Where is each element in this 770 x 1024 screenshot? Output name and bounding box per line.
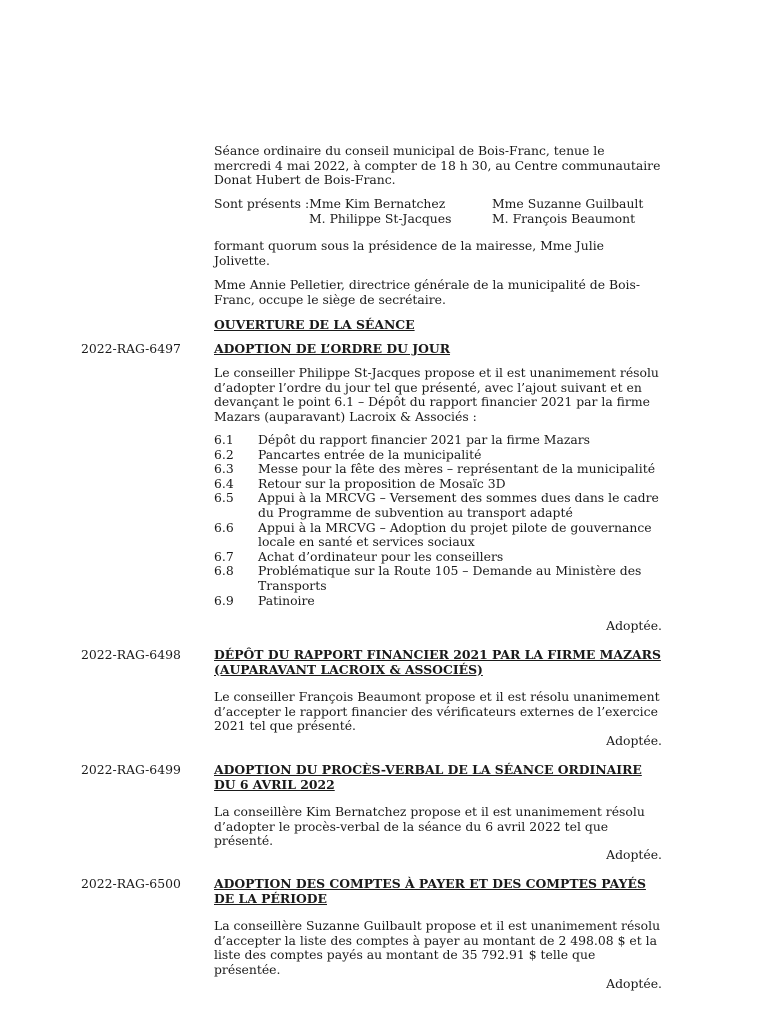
member-name: Mme Suzanne Guilbault bbox=[492, 196, 644, 211]
list-item bbox=[214, 491, 662, 520]
adopted-label: Adoptée. bbox=[606, 976, 662, 991]
resolution-body: La conseillère Kim Bernatchez propose et il est unanimement résolu d’adopter le procès-verbal de la séance du 6 avril 2022 tel que présenté. bbox=[214, 804, 645, 849]
item-number: 6.7 bbox=[214, 548, 234, 564]
item-text: Achat d’ordinateur pour les conseillers bbox=[258, 548, 504, 564]
item-number: 6.4 bbox=[214, 475, 234, 491]
item-text: Patinoire bbox=[258, 592, 315, 608]
list-item bbox=[214, 448, 662, 463]
resolution-number: 2022-RAG-6500 bbox=[81, 876, 181, 891]
list-item bbox=[214, 521, 662, 550]
resolution-title: ADOPTION DES COMPTES À PAYER ET DES COMPTES PAYÉS DE LA PÉRIODE bbox=[214, 876, 646, 906]
adopted-label: Adoptée. bbox=[606, 847, 662, 862]
member-name: M. François Beaumont bbox=[492, 210, 636, 226]
member-name: Mme Kim Bernatchez bbox=[309, 196, 446, 211]
resolution-title: ADOPTION DE L’ORDRE DU JOUR bbox=[214, 341, 450, 356]
item-text: Dépôt du rapport financier 2021 par la firme Mazars bbox=[258, 432, 591, 447]
item-number: 6.9 bbox=[214, 592, 234, 608]
item-number: 6.3 bbox=[214, 461, 234, 477]
attendance-block bbox=[214, 197, 662, 226]
resolution-body: Le conseiller Philippe St-Jacques propose et il est unanimement résolu d’adopter l’ordre du jour tel que présenté, avec l’ajout suivant et en devançant le point 6.1 – Dépôt du rapport financier 2021 par la firme Mazars (auparavant) Lacroix & Associés : bbox=[214, 365, 659, 424]
resolution-body: La conseillère Suzanne Guilbault propose et il est unanimement résolu d’accepter la liste des comptes à payer au montant de 2 498.08 $ et la liste des comptes payés au montant de 35 792.91 $ telle que présentée. bbox=[214, 918, 661, 977]
list-item bbox=[214, 477, 662, 492]
item-number: 6.6 bbox=[214, 519, 234, 535]
resolution-title: ADOPTION DU PROCÈS-VERBAL DE LA SÉANCE ORDINAIRE DU 6 AVRIL 2022 bbox=[214, 762, 642, 792]
item-text: Messe pour la fête des mères – représentant de la municipalité bbox=[258, 461, 656, 477]
item-number: 6.8 bbox=[214, 563, 234, 579]
present-label: Sont présents : bbox=[214, 196, 310, 211]
intro-paragraph: Séance ordinaire du conseil municipal de Bois-Franc, tenue le mercredi 4 mai 2022, à compter de 18 h 30, au Centre communautaire Donat Hubert de Bois-Franc. bbox=[214, 143, 661, 188]
resolution-body: Le conseiller François Beaumont propose et il est résolu unanimement d’accepter le rapport financier des vérificateurs externes de l’exercice 2021 tel que présenté. bbox=[214, 689, 660, 734]
item-text: Retour sur la proposition de Mosaïc 3D bbox=[258, 475, 506, 491]
item-number: 6.1 bbox=[214, 432, 234, 447]
list-item bbox=[214, 564, 662, 593]
item-text: Appui à la MRCVG – Adoption du projet pilote de gouvernance locale en santé et services sociaux bbox=[258, 519, 652, 550]
item-text: Appui à la MRCVG – Versement des sommes dues dans le cadre du Programme de subvention au transport adapté bbox=[258, 490, 659, 520]
resolution-number: 2022-RAG-6497 bbox=[81, 341, 181, 356]
resolution-title: DÉPÔT DU RAPPORT FINANCIER 2021 PAR LA FIRME MAZARS (AUPARAVANT LACROIX & ASSOCIÉS) bbox=[214, 647, 661, 677]
list-item bbox=[214, 462, 662, 477]
agenda-list bbox=[214, 433, 662, 608]
quorum-paragraph: formant quorum sous la présidence de la mairesse, Mme Julie Jolivette. bbox=[214, 238, 605, 268]
adopted-label: Adoptée. bbox=[606, 733, 662, 748]
resolution-number: 2022-RAG-6498 bbox=[81, 647, 181, 662]
member-name: M. Philippe St-Jacques bbox=[309, 210, 452, 226]
item-number: 6.5 bbox=[214, 490, 234, 506]
list-item bbox=[214, 433, 662, 448]
item-number: 6.2 bbox=[214, 446, 234, 462]
secretary-paragraph: Mme Annie Pelletier, directrice générale de la municipalité de Bois-Franc, occupe le siège de secrétaire. bbox=[214, 277, 641, 307]
list-item bbox=[214, 550, 662, 565]
list-item bbox=[214, 594, 662, 609]
opening-heading: OUVERTURE DE LA SÉANCE bbox=[214, 317, 415, 332]
resolution-number: 2022-RAG-6499 bbox=[81, 762, 181, 777]
item-text: Problématique sur la Route 105 – Demande au Ministère des Transports bbox=[258, 563, 642, 593]
adopted-label: Adoptée. bbox=[606, 618, 662, 633]
item-text: Pancartes entrée de la municipalité bbox=[258, 446, 482, 462]
